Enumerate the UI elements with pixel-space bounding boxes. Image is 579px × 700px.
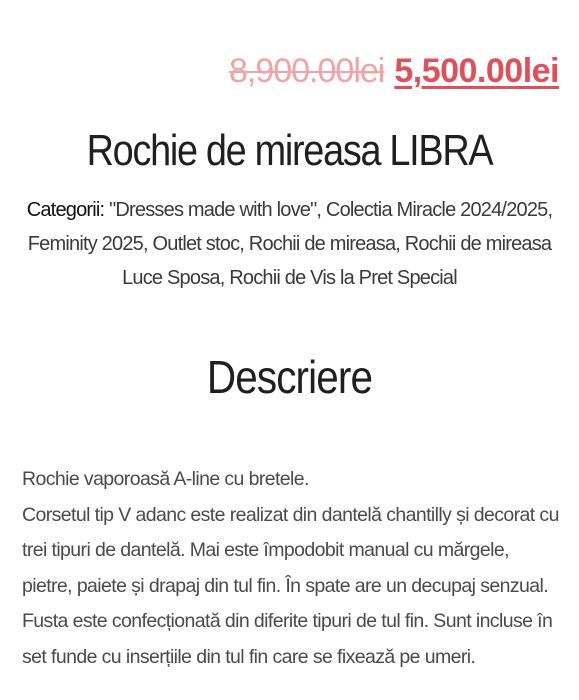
- description-intro: Rochie vaporoasă A-line cu bretele.: [22, 468, 309, 490]
- category-link-colectia-miracle[interactable]: Colectia Miracle 2024/2025: [325, 199, 548, 221]
- description-body: Corsetul tip V adanc este realizat din dantelă chantilly și decorat cu trei tipuri de dantelă. Mai este împodobit manual cu mărgele, pietre, paiete și drapaj din tul fin. În spate are un decupaj senzual. Fusta este confecționată din diferite tipuri de tul fin. Sunt incluse în set funde cu inserțiile din tul fin care se fixează pe umeri.: [22, 503, 559, 668]
- category-link-luce-sposa[interactable]: Rochii de mireasa Luce Sposa: [122, 233, 552, 289]
- product-categories: Categorii: "Dresses made with love", Colectia Miracle 2024/2025, Feminity 2025, Outlet stoc, Rochii de mireasa, Rochii de mireasa Luce Sposa, Rochii de Vis la Pret Special: [26, 199, 553, 289]
- current-price: 5,500.00lei: [394, 52, 559, 90]
- product-description: [22, 462, 562, 675]
- price-row: [229, 52, 559, 91]
- category-link-outlet-stoc[interactable]: Outlet stoc: [152, 233, 240, 255]
- old-price: 8,900.00lei: [228, 52, 385, 90]
- category-link-dresses-made-with-love[interactable]: "Dresses made with love": [109, 199, 317, 221]
- category-link-rochii-de-vis[interactable]: Rochii de Vis la Pret Special: [229, 267, 457, 289]
- product-title: Rochie de mireasa LIBRA: [86, 126, 493, 175]
- description-heading: Descriere: [206, 351, 373, 403]
- category-link-rochii-de-mireasa[interactable]: Rochii de mireasa: [248, 233, 396, 255]
- category-link-feminity-2025[interactable]: Feminity 2025: [27, 233, 143, 255]
- categories-label: Categorii:: [26, 199, 105, 221]
